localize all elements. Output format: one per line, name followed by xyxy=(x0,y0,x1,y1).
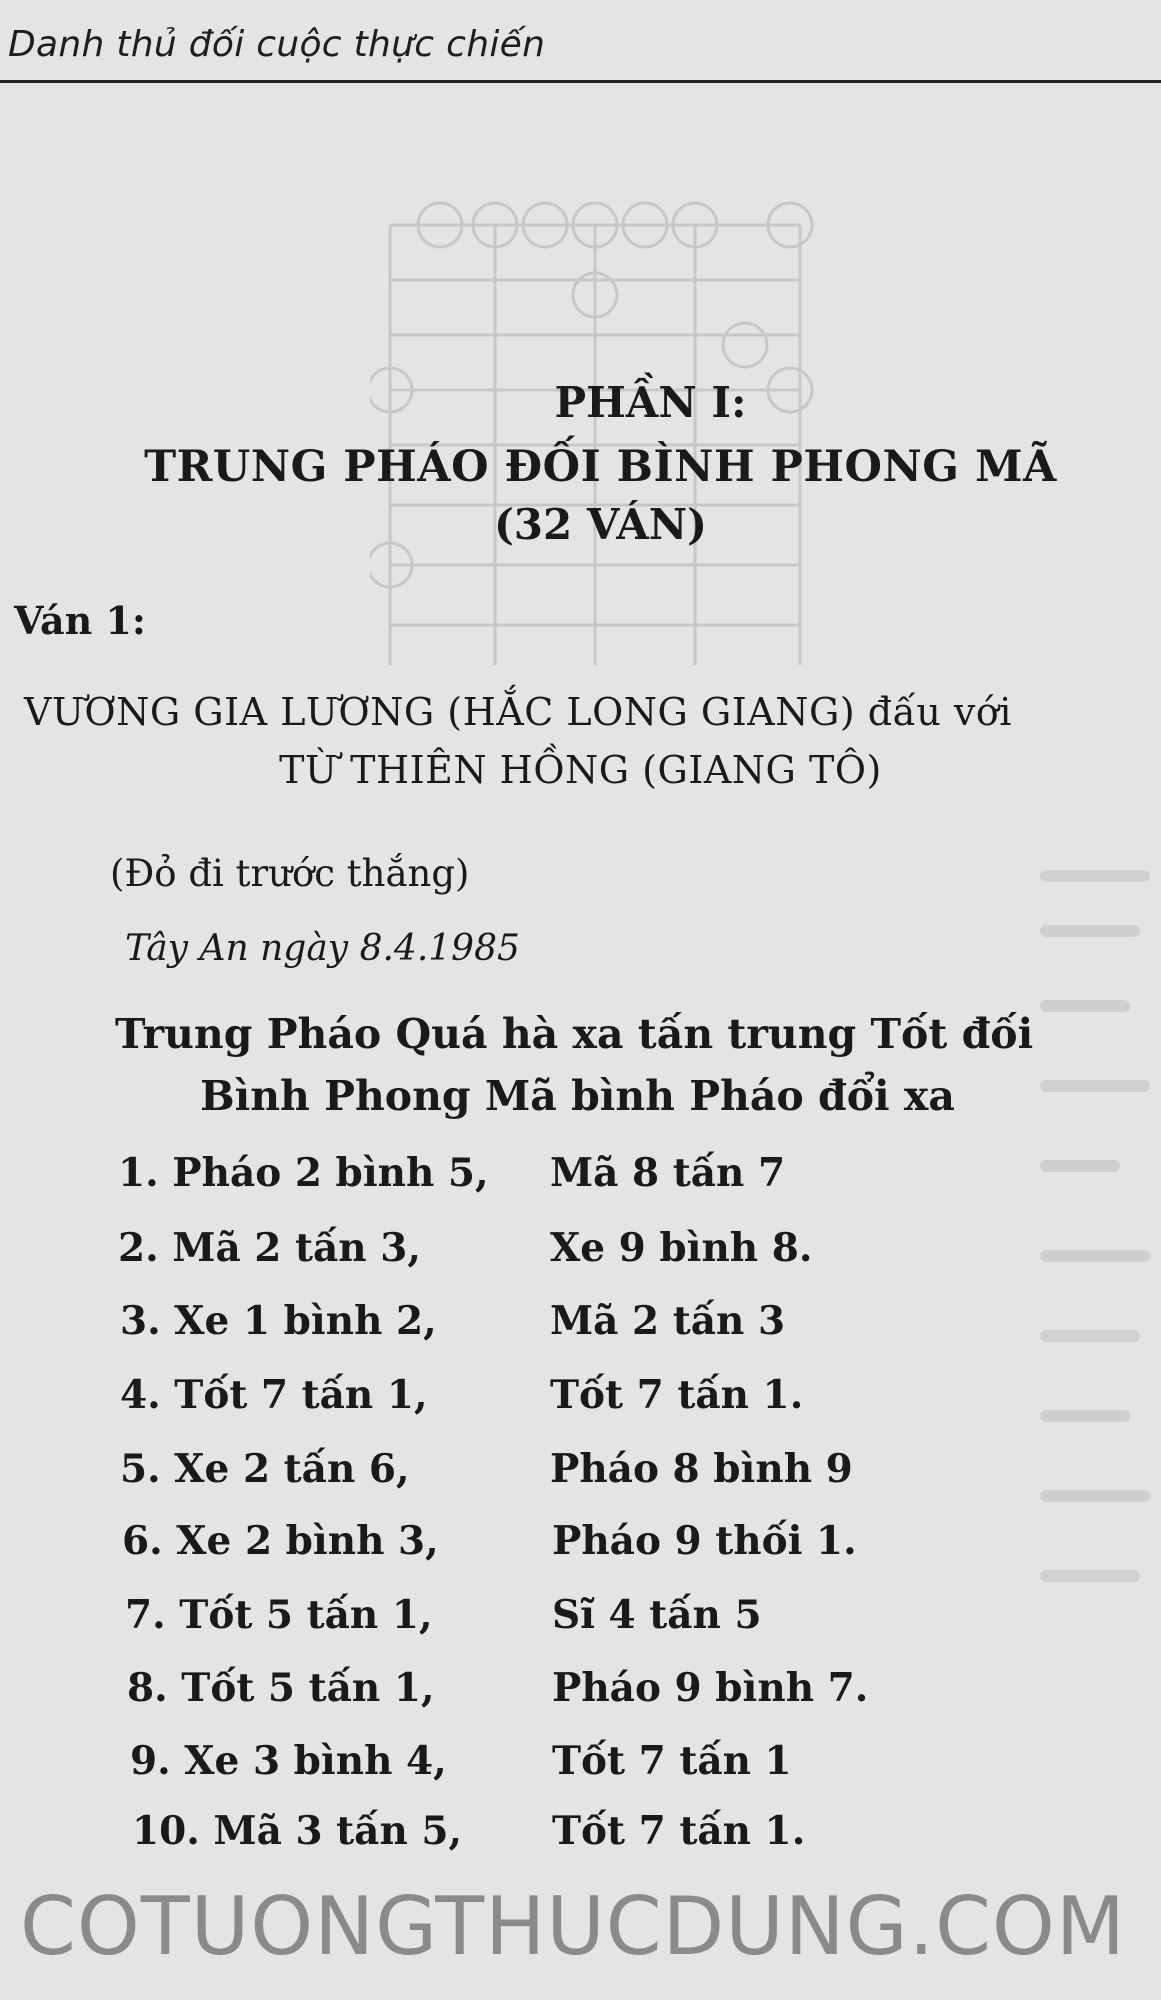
game-number: Ván 1: xyxy=(14,598,146,643)
black-move: Mã 8 tấn 7 xyxy=(550,1150,786,1196)
black-move: Tốt 7 tấn 1. xyxy=(550,1372,804,1418)
site-watermark: COTUONGTHUCDUNG.COM xyxy=(20,1880,1126,1973)
black-move: Pháo 9 thối 1. xyxy=(552,1518,857,1564)
black-move: Mã 2 tấn 3 xyxy=(550,1298,786,1344)
move-row xyxy=(122,1518,1122,1578)
running-title: Danh thủ đối cuộc thực chiến xyxy=(8,24,546,65)
move-row xyxy=(120,1372,1120,1432)
part-heading: PHẦN I: xyxy=(554,378,747,427)
red-move: 5. Xe 2 tấn 6, xyxy=(120,1446,410,1492)
black-move: Tốt 7 tấn 1 xyxy=(552,1738,792,1784)
move-row xyxy=(118,1225,1118,1285)
move-row xyxy=(118,1150,1118,1210)
move-row xyxy=(120,1298,1120,1358)
opening-name-line-1: Trung Pháo Quá hà xa tấn trung Tốt đối xyxy=(115,1010,1034,1058)
place-date: Tây An ngày 8.4.1985 xyxy=(125,928,520,969)
red-move: 8. Tốt 5 tấn 1, xyxy=(127,1665,435,1711)
black-move: Pháo 8 bình 9 xyxy=(550,1446,853,1492)
move-row xyxy=(132,1808,1132,1868)
game-result: (Đỏ đi trước thắng) xyxy=(110,852,470,895)
red-move: 9. Xe 3 bình 4, xyxy=(130,1738,447,1784)
part-title: TRUNG PHÁO ĐỐI BÌNH PHONG MÃ xyxy=(144,442,1057,492)
move-row xyxy=(125,1592,1125,1652)
black-move: Xe 9 bình 8. xyxy=(550,1225,813,1271)
black-move: Pháo 9 bình 7. xyxy=(552,1665,869,1711)
red-move: 10. Mã 3 tấn 5, xyxy=(132,1808,463,1854)
move-row xyxy=(130,1738,1130,1798)
part-game-count: (32 VÁN) xyxy=(493,500,708,549)
red-move: 2. Mã 2 tấn 3, xyxy=(118,1225,421,1271)
red-move: 4. Tốt 7 tấn 1, xyxy=(120,1372,428,1418)
players-line-1: VƯƠNG GIA LƯƠNG (HẮC LONG GIANG) đấu với xyxy=(24,690,1012,734)
move-row xyxy=(120,1446,1120,1506)
opening-name-line-2: Bình Phong Mã bình Pháo đổi xa xyxy=(200,1072,955,1120)
red-move: 6. Xe 2 bình 3, xyxy=(122,1518,439,1564)
black-move: Sĩ 4 tấn 5 xyxy=(552,1592,762,1638)
red-move: 7. Tốt 5 tấn 1, xyxy=(125,1592,433,1638)
red-move: 3. Xe 1 bình 2, xyxy=(120,1298,437,1344)
move-row xyxy=(127,1665,1127,1725)
black-move: Tốt 7 tấn 1. xyxy=(552,1808,806,1854)
red-move: 1. Pháo 2 bình 5, xyxy=(118,1150,489,1196)
players-line-2: TỪ THIÊN HỒNG (GIANG TÔ) xyxy=(279,748,882,792)
